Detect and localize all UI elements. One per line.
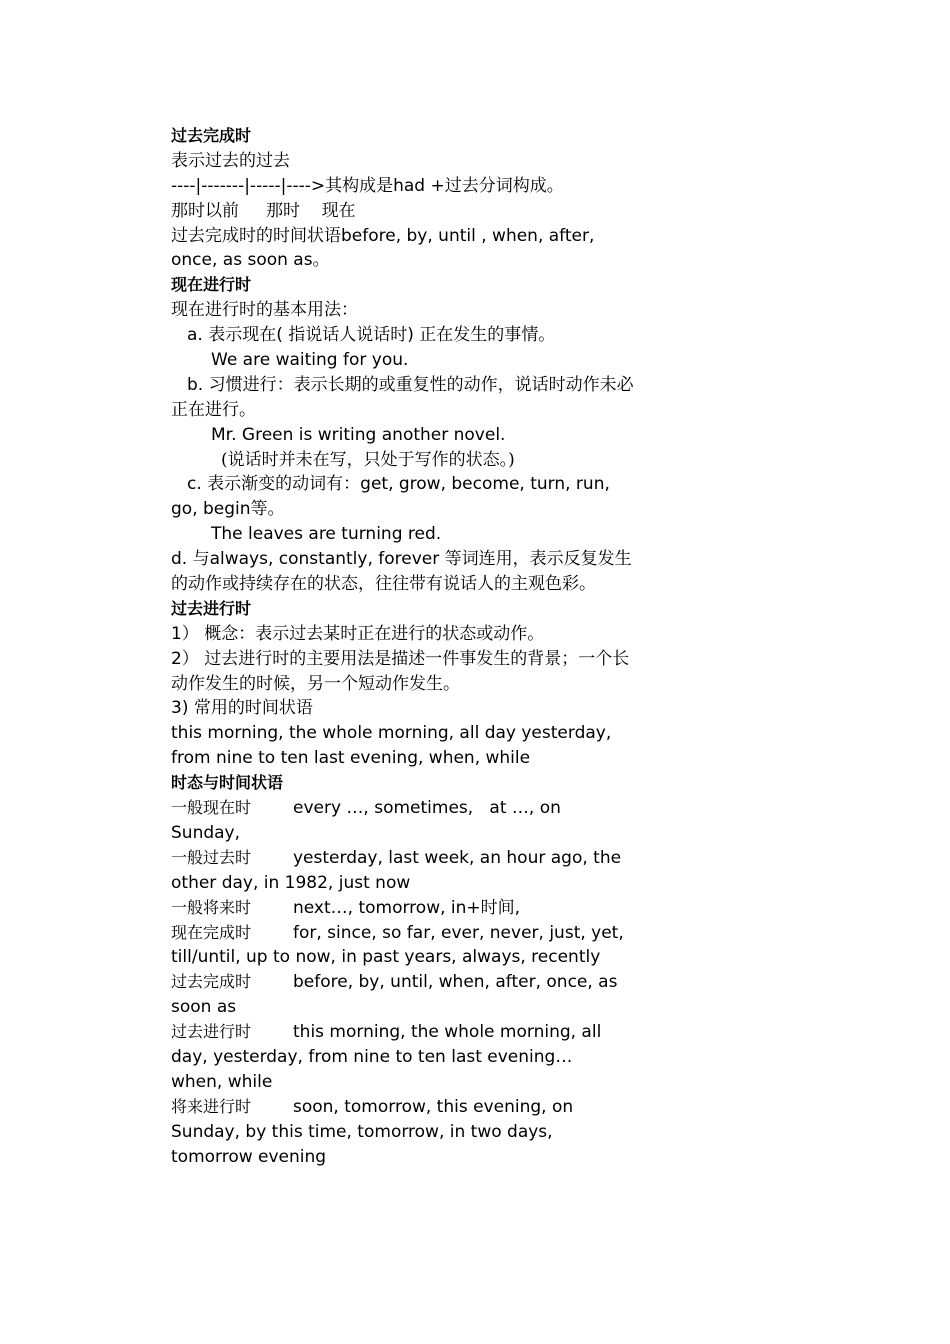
usage-c-label-line2: go, begin等。: [171, 499, 285, 520]
tense-term: 现在完成时: [171, 922, 252, 942]
past-perfect-adverbials-line1: 过去完成时的时间状语before, by, until , when, after,: [171, 225, 595, 246]
tense-row-simple-future: [171, 896, 651, 921]
past-perfect-timeline: ----|-------|-----|---->其构成是had +过去分词构成。: [171, 175, 564, 196]
heading-past-perfect: 过去完成时: [171, 126, 252, 145]
usage-b-note: (说话时并未在写，只处于写作的状态。): [221, 449, 515, 470]
past-perfect-adverbials-line2: once, as soon as。: [171, 250, 330, 271]
past-perfect-definition: 表示过去的过去: [171, 150, 290, 171]
tense-term: 过去进行时: [171, 1022, 252, 1042]
tense-adverbials-first: soon, tomorrow, this evening, on: [293, 1096, 574, 1117]
usage-b-label-line2: 正在进行。: [171, 399, 256, 420]
tense-adverbials-continued: when, while: [171, 1071, 273, 1092]
tense-adverbials-continued: till/until, up to now, in past years, always, recently: [171, 947, 601, 968]
tense-adverbials-continued: Sunday,: [171, 822, 241, 843]
usage-b-example: Mr. Green is writing another novel.: [211, 424, 506, 445]
tense-term: 一般将来时: [171, 897, 252, 917]
past-continuous-p3: 3) 常用的时间状语: [171, 698, 313, 719]
past-continuous-p3-line1: this morning, the whole morning, all day yesterday,: [171, 723, 612, 744]
tense-adverbials-continued: day, yesterday, from nine to ten last evening…: [171, 1046, 573, 1067]
tense-adverbials-continued: soon as: [171, 997, 237, 1018]
tense-adverbials-continued: other day, in 1982, just now: [171, 872, 411, 893]
document-page: [171, 124, 651, 1169]
usage-c-example: The leaves are turning red.: [211, 524, 442, 545]
usage-d-line2: 的动作或持续存在的状态，往往带有说话人的主观色彩。: [171, 574, 596, 595]
tense-adverbials-first: next…, tomorrow, in+时间,: [293, 897, 521, 918]
tense-adverbials-first: for, since, so far, ever, never, just, yet,: [293, 922, 624, 943]
past-continuous-p2-line1: 2） 过去进行时的主要用法是描述一件事发生的背景；一个长: [171, 648, 630, 669]
tense-adverbials-first: every …, sometimes, at …, on: [293, 798, 561, 819]
present-continuous-intro: 现在进行时的基本用法：: [171, 300, 358, 321]
past-continuous-p3-line2: from nine to ten last evening, when, while: [171, 748, 531, 769]
usage-a-label: a. 表示现在( 指说话人说话时) 正在发生的事情。: [187, 325, 556, 346]
heading-present-continuous: 现在进行时: [171, 275, 252, 295]
tense-row-simple-past: [171, 846, 651, 896]
tense-adverbials-first: yesterday, last week, an hour ago, the: [293, 847, 622, 868]
past-continuous-p2-line2: 动作发生的时候，另一个短动作发生。: [171, 673, 460, 694]
heading-past-continuous: 过去进行时: [171, 598, 252, 618]
usage-b-label-line1: b. 习惯进行：表示长期的或重复性的动作，说话时动作未必: [187, 374, 634, 395]
tense-adverbials-first: before, by, until, when, after, once, as: [293, 972, 618, 993]
usage-d-line1: d. 与always, constantly, forever 等词连用，表示反复发生: [171, 549, 632, 570]
past-continuous-p1: 1） 概念：表示过去某时正在进行的状态或动作。: [171, 623, 545, 644]
usage-a-example: We are waiting for you.: [211, 350, 409, 371]
tense-term: 将来进行时: [171, 1096, 252, 1116]
heading-tense-adverbials: 时态与时间状语: [171, 773, 284, 793]
usage-c-label-line1: c. 表示渐变的动词有：get, grow, become, turn, run,: [187, 474, 610, 495]
tense-row-past-continuous: [171, 1020, 651, 1095]
tense-row-present-perfect: [171, 921, 651, 971]
tense-row-simple-present: [171, 796, 651, 846]
tense-row-future-continuous: [171, 1095, 651, 1170]
tense-term: 一般过去时: [171, 847, 252, 867]
tense-row-past-perfect: [171, 970, 651, 1020]
tense-term: 一般现在时: [171, 798, 252, 818]
tense-term: 过去完成时: [171, 972, 252, 992]
tense-adverbials-continued: Sunday, by this time, tomorrow, in two days,: [171, 1121, 553, 1142]
tense-adverbials-continued: tomorrow evening: [171, 1146, 327, 1167]
past-perfect-timeline-labels: 那时以前 那时 现在: [171, 200, 356, 221]
tense-adverbials-first: this morning, the whole morning, all: [293, 1022, 602, 1043]
